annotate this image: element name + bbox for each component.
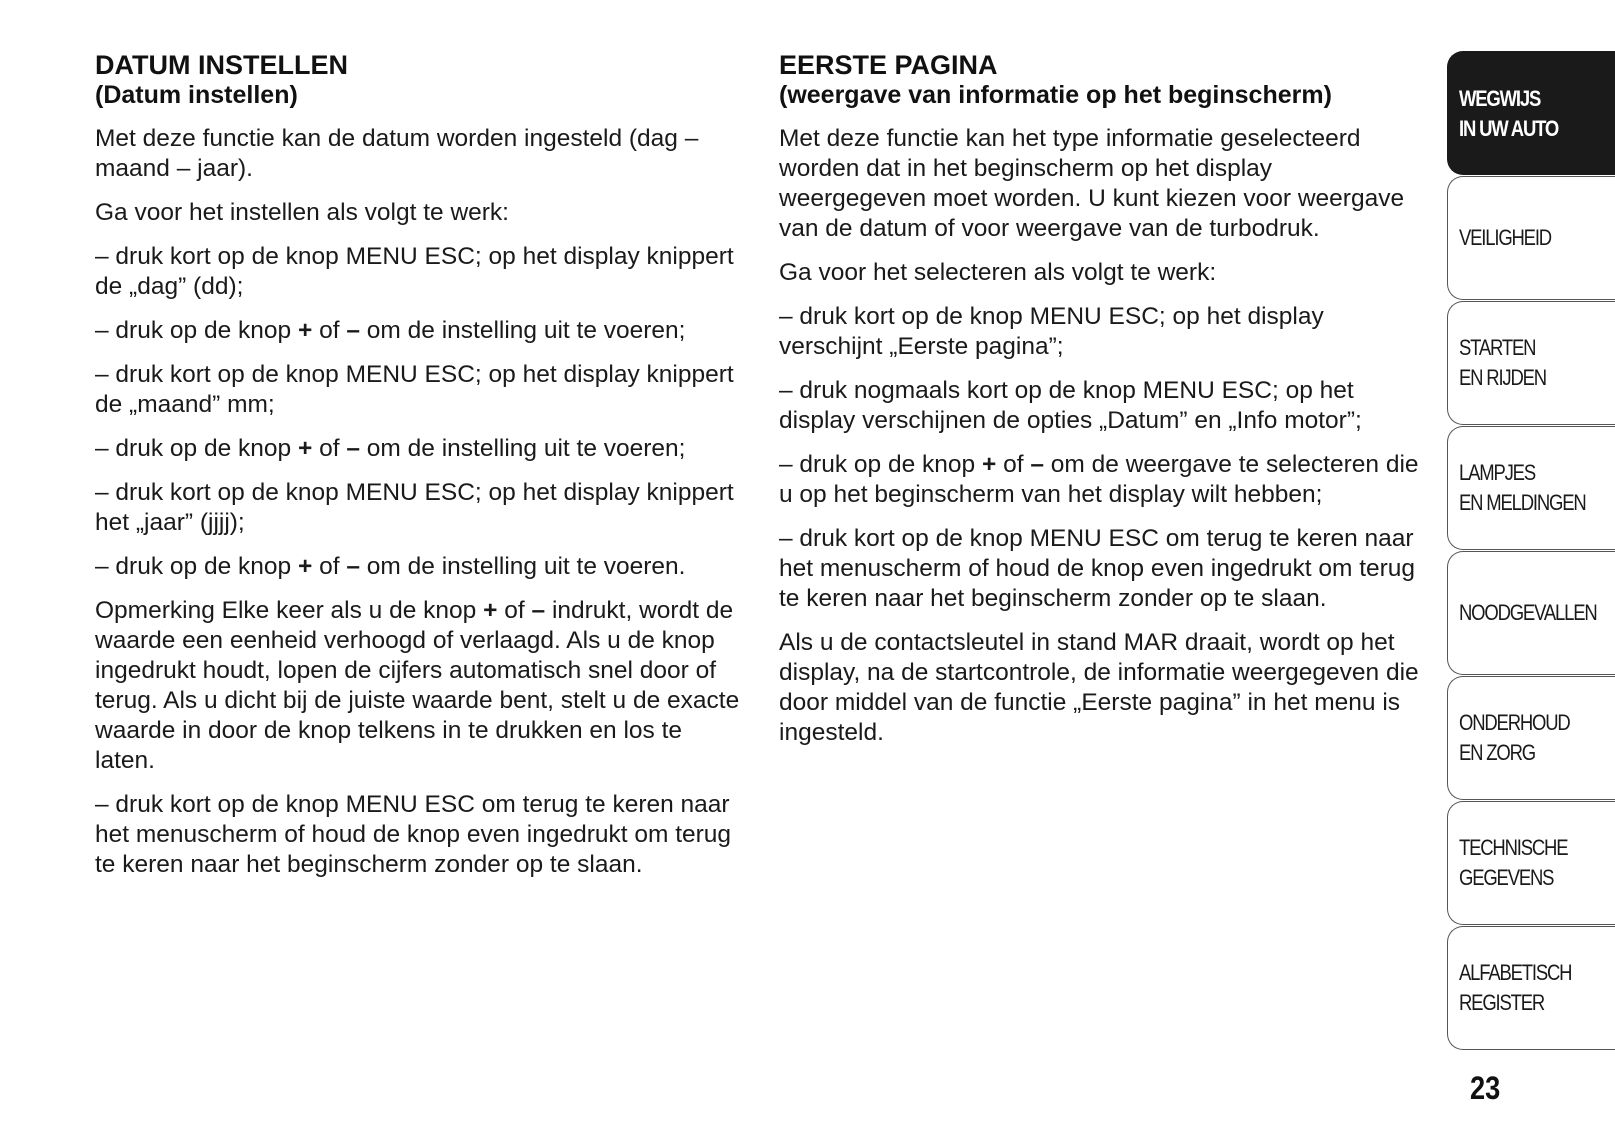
tab-label: NOODGEVALLEN xyxy=(1459,600,1597,625)
plus-symbol: + xyxy=(483,597,498,624)
section-title-eerste-pagina: EERSTE PAGINA xyxy=(779,50,998,80)
step-plus-minus: – druk op de knop + of – om de instelling uit te voeren. xyxy=(95,553,686,580)
paragraph: – druk kort op de knop MENU ESC; op het display knippert de „maand” mm; xyxy=(95,361,734,418)
tab-wegwijs-in-uw-auto[interactable] xyxy=(1447,51,1615,175)
tab-label: TECHNISCHE GEGEVENS xyxy=(1459,835,1568,890)
tab-lampjes-en-meldingen[interactable] xyxy=(1447,426,1615,550)
tab-label: STARTEN EN RIJDEN xyxy=(1459,335,1546,390)
tab-onderhoud-en-zorg[interactable] xyxy=(1447,676,1615,800)
paragraph: Met deze functie kan het type informatie geselecteerd worden dat in het beginscherm op het display weergegeven moet worden. U kunt kiezen voor weergave van de datum of voor weergave van de turbodruk. xyxy=(779,125,1405,242)
tab-label: LAMPJES EN MELDINGEN xyxy=(1459,460,1586,515)
plus-symbol: + xyxy=(297,435,313,462)
section-title-datum: DATUM INSTELLEN xyxy=(95,50,348,80)
step-plus-minus: – druk op de knop + of – om de weergave te selecteren die u op het beginscherm van het display wilt hebben; xyxy=(779,451,1419,508)
middle-column xyxy=(779,50,1419,762)
paragraph: – druk kort op de knop MENU ESC; op het display knippert het „jaar” (jjjj); xyxy=(95,479,734,536)
plus-symbol: + xyxy=(297,317,313,344)
section-subtitle-datum: (Datum instellen) xyxy=(95,81,298,109)
paragraph: Als u de contactsleutel in stand MAR draait, wordt op het display, na de startcontrole, de informatie weergegeven die door middel van de functie „Eerste pagina” in het menu is ingesteld. xyxy=(779,629,1419,746)
step-plus-minus: – druk op de knop + of – om de instelling uit te voeren; xyxy=(95,435,686,462)
tab-label: ALFABETISCH REGISTER xyxy=(1459,960,1572,1015)
paragraph: – druk kort op de knop MENU ESC; op het display verschijnt „Eerste pagina”; xyxy=(779,303,1324,360)
note-paragraph: Opmerking Elke keer als u de knop + of – indrukt, wordt de waarde een eenheid verhoogd of verlaagd. Als u de knop ingedrukt houdt, lopen de cijfers automatisch snel door of terug. Als u dicht bij de juiste waarde bent, stelt u de exacte waarde in door de knop telkens in te drukken en los te laten. xyxy=(95,597,740,774)
tab-alfabetisch-register[interactable] xyxy=(1447,926,1615,1050)
page-number: 23 xyxy=(1470,1070,1501,1106)
minus-symbol: – xyxy=(346,553,360,580)
minus-symbol: – xyxy=(531,597,546,624)
paragraph: Ga voor het selecteren als volgt te werk: xyxy=(779,259,1217,286)
minus-symbol: – xyxy=(346,435,360,462)
left-column xyxy=(95,50,745,894)
plus-symbol: + xyxy=(981,451,997,478)
tab-starten-en-rijden[interactable] xyxy=(1447,301,1615,425)
paragraph: – druk kort op de knop MENU ESC om terug te keren naar het menuscherm of houd de knop even ingedrukt om terug te keren naar het beginscherm zonder op te slaan. xyxy=(779,525,1416,612)
tab-noodgevallen[interactable] xyxy=(1447,551,1615,675)
paragraph: Met deze functie kan de datum worden ingesteld (dag – maand – jaar). xyxy=(95,125,699,182)
paragraph: – druk nogmaals kort op de knop MENU ESC; op het display verschijnen de opties „Datum” en „Info motor”; xyxy=(779,377,1362,434)
plus-symbol: + xyxy=(297,553,313,580)
paragraph: Ga voor het instellen als volgt te werk: xyxy=(95,199,509,226)
minus-symbol: – xyxy=(346,317,360,344)
paragraph: – druk kort op de knop MENU ESC; op het display knippert de „dag” (dd); xyxy=(95,243,734,300)
section-subtitle-eerste-pagina: (weergave van informatie op het beginscherm) xyxy=(779,81,1332,109)
tab-label: VEILIGHEID xyxy=(1459,225,1551,250)
tab-label: ONDERHOUD EN ZORG xyxy=(1459,710,1570,765)
chapter-tabs xyxy=(1447,51,1615,1051)
step-plus-minus: – druk op de knop + of – om de instelling uit te voeren; xyxy=(95,317,686,344)
minus-symbol: – xyxy=(1030,451,1044,478)
tab-veiligheid[interactable] xyxy=(1447,176,1615,300)
tab-technische-gegevens[interactable] xyxy=(1447,801,1615,925)
tab-label: WEGWIJS IN UW AUTO xyxy=(1459,86,1559,141)
paragraph: – druk kort op de knop MENU ESC om terug te keren naar het menuscherm of houd de knop even ingedrukt om terug te keren naar het beginscherm zonder op te slaan. xyxy=(95,791,732,878)
